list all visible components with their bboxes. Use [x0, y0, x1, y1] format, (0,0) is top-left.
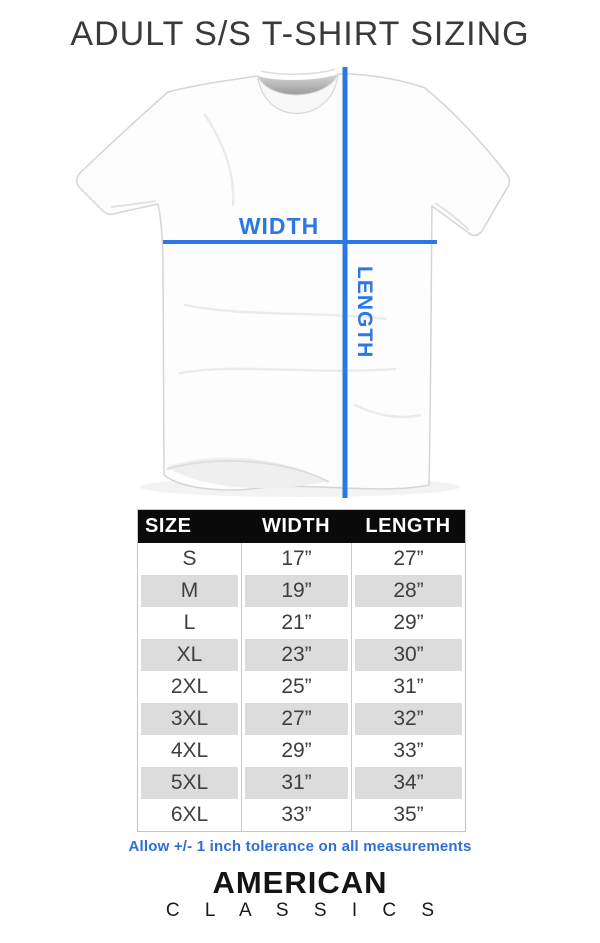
- table-row: [138, 799, 465, 831]
- size-cell: 3XL: [138, 703, 241, 735]
- tshirt-illustration: [55, 55, 545, 505]
- length-cell: 29”: [351, 607, 465, 639]
- length-cell: 33”: [351, 735, 465, 767]
- length-cell: 34”: [351, 767, 465, 799]
- width-cell: 23”: [241, 639, 351, 671]
- table-row: [138, 575, 465, 607]
- length-cell: 35”: [351, 799, 465, 831]
- col-header-size: SIZE: [138, 510, 241, 543]
- shirt-body: [77, 74, 510, 490]
- width-cell: 27”: [241, 703, 351, 735]
- size-cell: M: [138, 575, 241, 607]
- width-cell: 19”: [241, 575, 351, 607]
- page-title: ADULT S/S T-SHIRT SIZING: [70, 15, 530, 53]
- width-cell: 33”: [241, 799, 351, 831]
- brand-name-bottom: C L A S S I C S: [165, 900, 445, 921]
- size-cell: XL: [138, 639, 241, 671]
- table-row: [138, 767, 465, 799]
- brand-name-top: AMERICAN: [212, 865, 388, 900]
- size-chart-table: [137, 509, 466, 832]
- col-header-length: LENGTH: [351, 510, 465, 543]
- table-row: [138, 735, 465, 767]
- width-cell: 21”: [241, 607, 351, 639]
- size-cell: 4XL: [138, 735, 241, 767]
- size-cell: 5XL: [138, 767, 241, 799]
- length-label: LENGTH: [353, 266, 376, 359]
- size-cell: L: [138, 607, 241, 639]
- width-label: WIDTH: [238, 213, 320, 239]
- length-cell: 32”: [351, 703, 465, 735]
- width-cell: 17”: [241, 543, 351, 575]
- table-row: [138, 607, 465, 639]
- table-row: [138, 671, 465, 703]
- length-cell: 30”: [351, 639, 465, 671]
- length-cell: 27”: [351, 543, 465, 575]
- length-cell: 28”: [351, 575, 465, 607]
- table-header-row: [138, 510, 465, 543]
- table-row: [138, 703, 465, 735]
- collar-back-seam: [261, 69, 335, 74]
- tolerance-note: Allow +/- 1 inch tolerance on all measurements: [128, 838, 472, 855]
- width-cell: 29”: [241, 735, 351, 767]
- length-cell: 31”: [351, 671, 465, 703]
- table-row: [138, 543, 465, 575]
- brand-wordmark: [0, 867, 600, 920]
- size-cell: S: [138, 543, 241, 575]
- table-row: [138, 639, 465, 671]
- size-cell: 6XL: [138, 799, 241, 831]
- width-cell: 25”: [241, 671, 351, 703]
- size-cell: 2XL: [138, 671, 241, 703]
- width-cell: 31”: [241, 767, 351, 799]
- col-header-width: WIDTH: [241, 510, 351, 543]
